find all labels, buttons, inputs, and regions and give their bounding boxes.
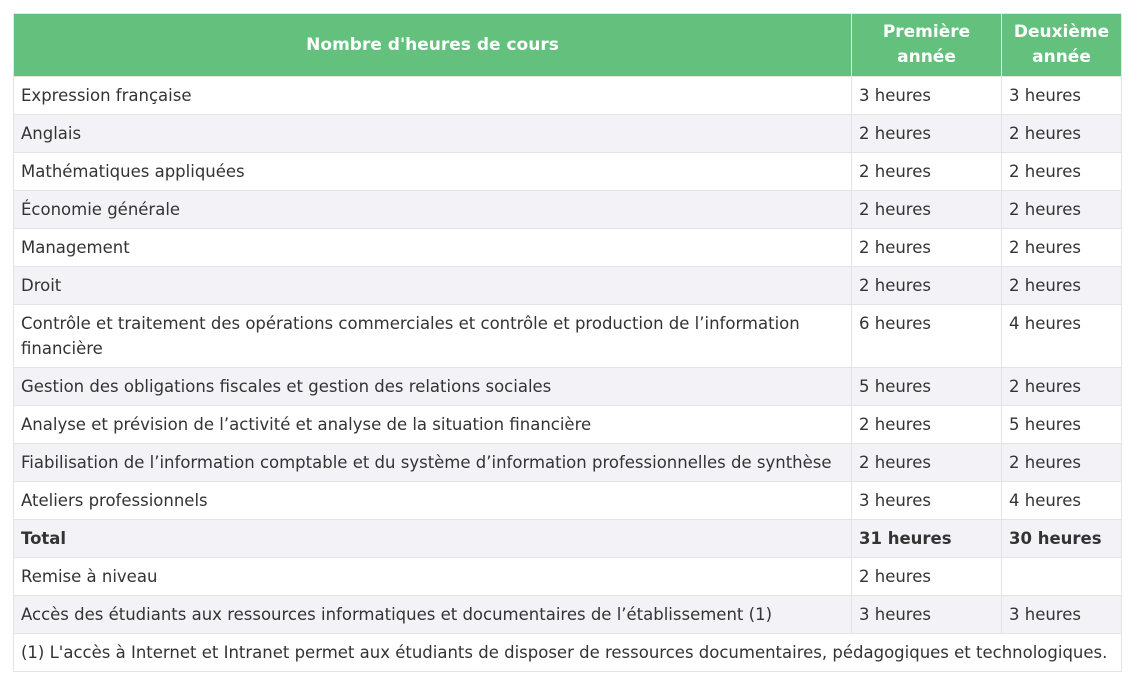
header-first-year: Première année: [852, 14, 1002, 77]
footnote-row: [14, 634, 1122, 672]
header-subject: Nombre d'heures de cours: [14, 14, 852, 77]
subject-cell: Expression française: [14, 77, 852, 115]
table-row: [14, 229, 1122, 267]
first-year-cell: 2 heures: [852, 558, 1002, 596]
course-hours-table: [13, 13, 1122, 672]
subject-cell: Analyse et prévision de l’activité et analyse de la situation financière: [14, 406, 852, 444]
table-row: [14, 558, 1122, 596]
subject-cell: Mathématiques appliquées: [14, 153, 852, 191]
subject-cell: Gestion des obligations fiscales et gestion des relations sociales: [14, 368, 852, 406]
second-year-cell: 2 heures: [1002, 267, 1122, 305]
header-second-year: Deuxième année: [1002, 14, 1122, 77]
course-hours-table-container: [13, 13, 1121, 672]
subject-cell: Remise à niveau: [14, 558, 852, 596]
table-row: [14, 153, 1122, 191]
table-row: [14, 267, 1122, 305]
table-row: [14, 596, 1122, 634]
second-year-cell: 2 heures: [1002, 444, 1122, 482]
second-year-cell: [1002, 558, 1122, 596]
table-header-row: [14, 14, 1122, 77]
table-row: [14, 406, 1122, 444]
table-row: [14, 191, 1122, 229]
second-year-cell: 5 heures: [1002, 406, 1122, 444]
first-year-cell: 2 heures: [852, 153, 1002, 191]
first-year-cell: 2 heures: [852, 444, 1002, 482]
subject-cell: Management: [14, 229, 852, 267]
table-row: [14, 77, 1122, 115]
subject-cell: Fiabilisation de l’information comptable et du système d’information professionnelles de synthèse: [14, 444, 852, 482]
first-year-cell: 5 heures: [852, 368, 1002, 406]
footnote: (1) L'accès à Internet et Intranet permet aux étudiants de disposer de ressources documentaires, pédagogiques et technologiques.: [14, 634, 1122, 672]
table-row: [14, 444, 1122, 482]
subject-cell: Économie générale: [14, 191, 852, 229]
first-year-cell: 6 heures: [852, 305, 1002, 368]
second-year-cell: 2 heures: [1002, 229, 1122, 267]
first-year-cell: 2 heures: [852, 115, 1002, 153]
second-year-cell: 2 heures: [1002, 115, 1122, 153]
first-year-cell: 3 heures: [852, 482, 1002, 520]
subject-cell: Accès des étudiants aux ressources informatiques et documentaires de l’établissement (1): [14, 596, 852, 634]
subject-cell: Anglais: [14, 115, 852, 153]
first-year-cell: 3 heures: [852, 596, 1002, 634]
subject-cell: Ateliers professionnels: [14, 482, 852, 520]
table-row: [14, 368, 1122, 406]
first-year-cell: 2 heures: [852, 229, 1002, 267]
second-year-cell: 30 heures: [1002, 520, 1122, 558]
first-year-cell: 2 heures: [852, 267, 1002, 305]
first-year-cell: 31 heures: [852, 520, 1002, 558]
subject-cell: Droit: [14, 267, 852, 305]
subject-cell: Contrôle et traitement des opérations commerciales et contrôle et production de l’information financière: [14, 305, 852, 368]
second-year-cell: 4 heures: [1002, 482, 1122, 520]
second-year-cell: 3 heures: [1002, 77, 1122, 115]
table-row: [14, 482, 1122, 520]
first-year-cell: 2 heures: [852, 191, 1002, 229]
second-year-cell: 2 heures: [1002, 153, 1122, 191]
subject-cell: Total: [14, 520, 852, 558]
second-year-cell: 2 heures: [1002, 368, 1122, 406]
first-year-cell: 3 heures: [852, 77, 1002, 115]
table-row: [14, 305, 1122, 368]
second-year-cell: 4 heures: [1002, 305, 1122, 368]
total-row: [14, 520, 1122, 558]
table-body: [14, 77, 1122, 672]
first-year-cell: 2 heures: [852, 406, 1002, 444]
second-year-cell: 3 heures: [1002, 596, 1122, 634]
table-row: [14, 115, 1122, 153]
second-year-cell: 2 heures: [1002, 191, 1122, 229]
